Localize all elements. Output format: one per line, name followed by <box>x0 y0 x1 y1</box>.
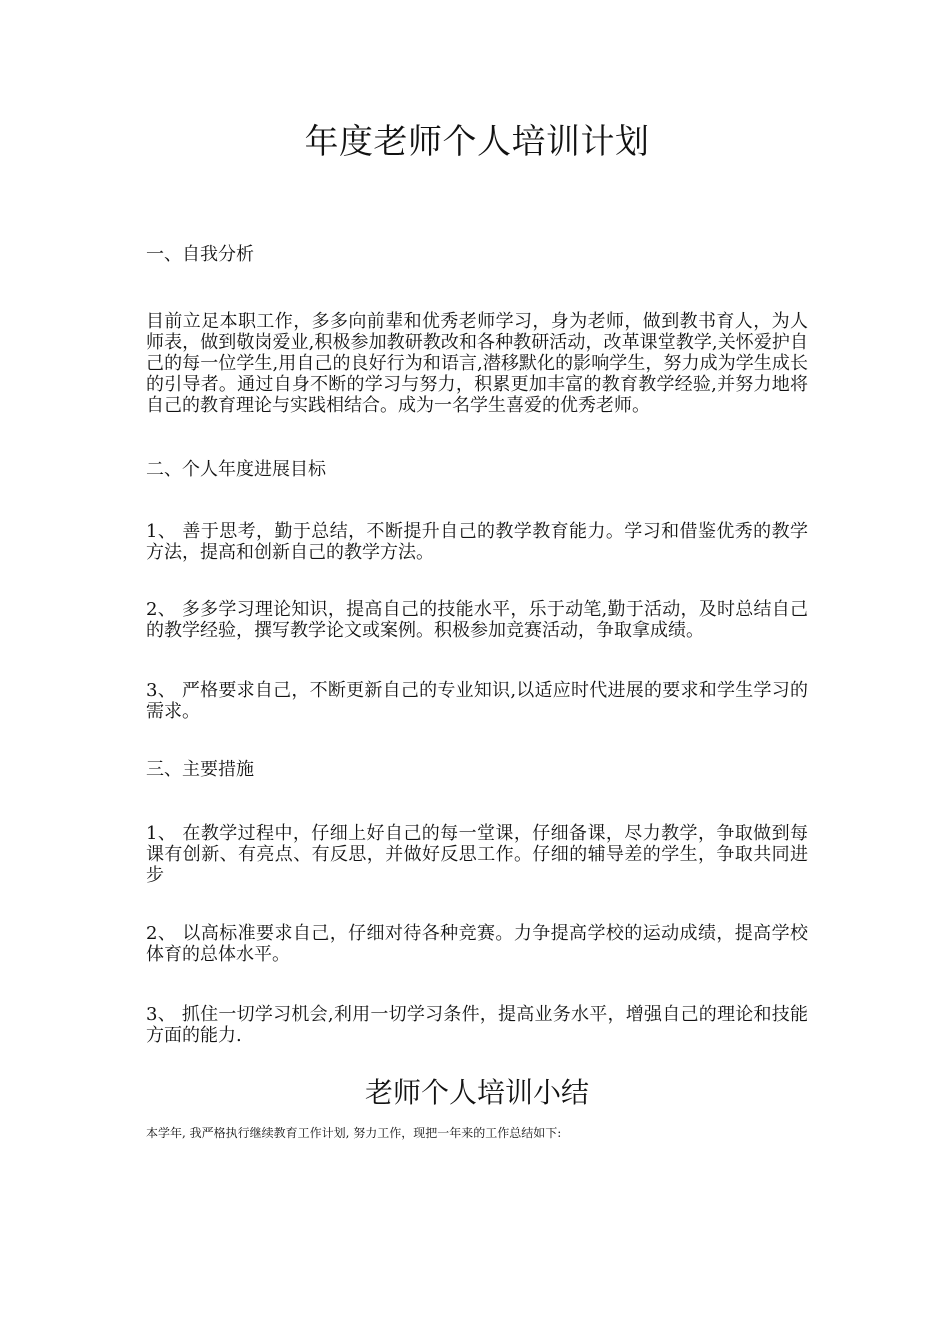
self-analysis-paragraph: 目前立足本职工作，多多向前辈和优秀老师学习，身为老师，做到教书育人，为人师表，做到敬岗爱业,积极参加教研教改和各种教研活动，改革课堂教学,关怀爱护自己的每一位学生,用自己的良好行为和语言,潜移默化的影响学生，努力成为学生成长的引导者。通过自身不断的学习与努力，积累更加丰富的教育教学经验,并努力地将自己的教育理论与实践相结合。成为一名学生喜爱的优秀老师。 <box>146 311 808 416</box>
document-content <box>146 118 808 1141</box>
section-heading-self-analysis: 一、自我分析 <box>146 244 254 265</box>
goal-item-1: 1、 善于思考，勤于总结，不断提升自己的教学教育能力。学习和借鉴优秀的教学方法，提高和创新自己的教学方法。 <box>146 521 808 563</box>
measure-item-1: 1、 在教学过程中，仔细上好自己的每一堂课，仔细备课，尽力教学，争取做到每课有创新、有亮点、有反思，并做好反思工作。仔细的辅导差的学生，争取共同进步 <box>146 823 808 886</box>
summary-intro: 本学年, 我严格执行继续教育工作计划, 努力工作，现把一年来的工作总结如下: <box>146 1126 562 1140</box>
section-heading-measures: 三、主要措施 <box>146 759 254 780</box>
document-title: 年度老师个人培训计划 <box>304 122 650 162</box>
goal-item-3: 3、 严格要求自己，不断更新自己的专业知识,以适应时代进展的要求和学生学习的需求。 <box>146 680 808 722</box>
summary-title: 老师个人培训小结 <box>364 1076 589 1109</box>
measure-item-2: 2、 以高标准要求自己，仔细对待各种竞赛。力争提高学校的运动成绩，提高学校体育的总体水平。 <box>146 923 808 965</box>
section-heading-goals: 二、个人年度进展目标 <box>146 459 326 480</box>
measure-item-3: 3、 抓住一切学习机会,利用一切学习条件，提高业务水平，增强自己的理论和技能方面的能力. <box>146 1004 808 1046</box>
goal-item-2: 2、 多多学习理论知识，提高自己的技能水平，乐于动笔,勤于活动，及时总结自己的教学经验，撰写教学论文或案例。积极参加竞赛活动，争取拿成绩。 <box>146 599 808 641</box>
